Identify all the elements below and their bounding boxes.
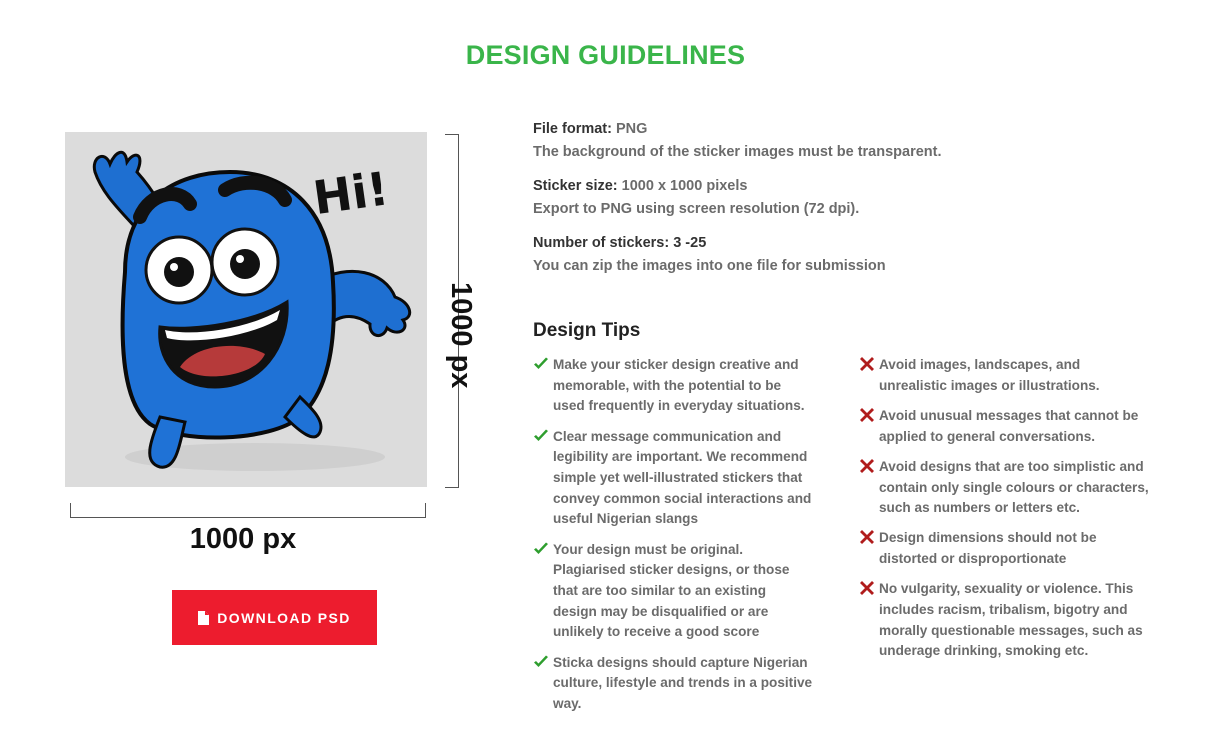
spec-value: 3 -25	[673, 235, 707, 251]
design-tips-heading: Design Tips	[533, 320, 641, 341]
tip-text: Sticka designs should capture Nigerian culture, lifestyle and trends in a positive way.	[553, 654, 813, 712]
spec-key: Number of stickers:	[533, 235, 670, 251]
spec-number-of-stickers	[533, 232, 1133, 278]
list-item	[533, 540, 813, 644]
tips-do-list	[533, 355, 813, 724]
spec-key: Sticker size:	[533, 178, 618, 194]
width-dimension-bracket	[70, 503, 426, 518]
download-psd-button[interactable]	[172, 590, 377, 645]
width-dimension-label: 1000 px	[189, 523, 297, 555]
cross-icon	[859, 407, 875, 423]
tip-text: Design dimensions should not be distorted or disproportionate	[879, 530, 1097, 567]
tip-text: Avoid designs that are too simplistic and contain only single colours or characters, such as numbers or letters etc.	[879, 458, 1149, 516]
check-icon	[533, 428, 549, 444]
check-icon	[533, 541, 549, 557]
cross-icon	[859, 458, 875, 474]
spec-note: You can zip the images into one file for submission	[533, 258, 886, 274]
cross-icon	[859, 356, 875, 372]
tip-text: Avoid unusual messages that cannot be applied to general conversations.	[879, 407, 1139, 444]
list-item	[859, 355, 1149, 396]
spec-sticker-size	[533, 175, 1133, 221]
list-item	[533, 355, 813, 417]
download-psd-label: DOWNLOAD PSD	[217, 609, 351, 626]
tip-text: Avoid images, landscapes, and unrealistic images or illustrations.	[879, 357, 1100, 393]
tips-dont-list	[859, 355, 1149, 672]
cross-icon	[859, 580, 875, 596]
spec-value: 1000 x 1000 pixels	[621, 178, 748, 194]
specs-section	[533, 118, 1133, 289]
file-icon	[198, 611, 209, 625]
list-item	[859, 528, 1149, 569]
page-title: DESIGN GUIDELINES	[465, 40, 746, 70]
list-item	[533, 427, 813, 531]
list-item	[859, 579, 1149, 662]
tip-text: Your design must be original. Plagiarised sticker designs, or those that are too similar to an existing design may be disqualified or are unlikely to receive a good score	[553, 541, 790, 640]
spec-note: Export to PNG using screen resolution (72 dpi).	[533, 201, 860, 217]
tip-text: Make your sticker design creative and memorable, with the potential to be used frequently in everyday situations.	[553, 357, 805, 414]
spec-note: The background of the sticker images must be transparent.	[533, 144, 942, 160]
spec-value: PNG	[615, 121, 648, 137]
sticker-example-image	[65, 132, 427, 487]
tip-text: Clear message communication and legibility are important. We recommend simple yet well-illustrated stickers that convey common social interactions and useful Nigerian slangs	[553, 428, 812, 527]
list-item	[859, 457, 1149, 519]
spec-file-format	[533, 118, 1133, 164]
cross-icon	[859, 529, 875, 545]
tip-text: No vulgarity, sexuality or violence. This includes racism, tribalism, bigotry and morally questionable messages, such as underage drinking, smoking etc.	[879, 581, 1143, 659]
height-dimension-label: 1000 px	[445, 282, 477, 389]
list-item	[533, 653, 813, 715]
sticker-hi-text: Hi!	[309, 161, 392, 226]
check-icon	[533, 654, 549, 670]
check-icon	[533, 356, 549, 372]
spec-key: File format:	[533, 121, 612, 137]
list-item	[859, 406, 1149, 447]
